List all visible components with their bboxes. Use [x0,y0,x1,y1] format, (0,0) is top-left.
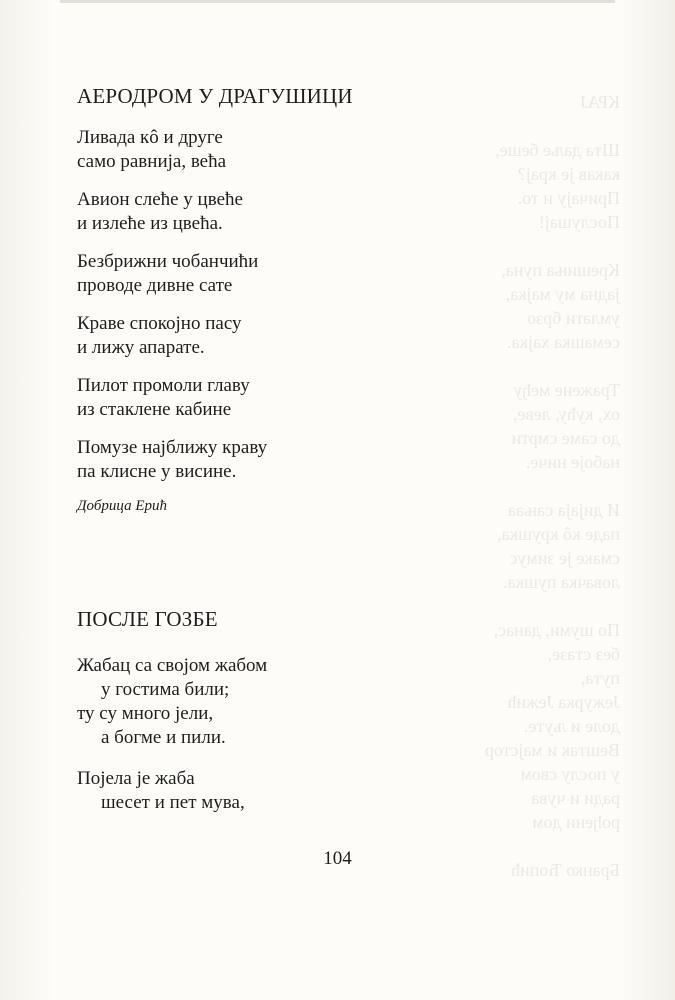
poem-line: Жабац са својом жабом [77,655,268,676]
poem-line: Краве спокојно пасу [77,313,242,334]
poem-author: Добрица Ерић [77,498,167,514]
poem-line: само равнија, већа [77,151,227,172]
poem-line: Појела је жаба [77,768,195,789]
poem-line: Помузе најближу краву [77,437,268,458]
stanza [77,374,437,422]
poem-title: ПОСЛЕ ГОЗБЕ [77,607,218,631]
stanza [77,436,437,484]
poem-title: АЕРОДРОМ У ДРАГУШИЦИ [77,84,353,108]
poem-line: шесет и пет мува, [101,792,245,813]
stanza [77,188,437,236]
poem-line: у гостима били; [101,679,230,700]
page-number: 104 [323,848,352,869]
poem-line: из стаклене кабине [77,399,232,420]
stanza [77,312,437,360]
poem-line: Авион слеће у цвеће [77,189,243,210]
poem-line: и излеће из цвећа. [77,213,223,234]
poem-line: ту су много јели, [77,703,214,724]
poem-line: Ливада кô и друге [77,127,223,148]
page-content [77,84,437,815]
stanza [77,126,437,174]
poem-line: па клисне у висине. [77,461,237,482]
stanza [77,654,437,750]
poem-line: Безбрижни чобанчићи [77,251,259,272]
stanza [77,250,437,298]
page-top-edge [60,0,615,3]
stanza [77,767,437,815]
poem-line: Пилот промоли главу [77,375,250,396]
poem-line: проводе дивне сате [77,275,233,296]
poem-line: и лижу апарате. [77,337,205,358]
show-through-text: КРАЈ Шта даље беше, какав је крај? Причају и то. Послушај! Крешиња пуна, јадна му мајка, умлати брзо семашка хајка. Тражене међу ох, кућу, леве, до саме смрти набоје ниче. И дијаја сањаа паде кô крушка, смаке је зимус ловачка пушка. По шуми, данас, без стазе, пута, Јежурка Јежић доле и љуте. Вештак и мајстор у послу свом ради и чува рођени дом Бранко Ћопић [484,92,620,880]
poem-line: а богме и пили. [101,727,226,748]
